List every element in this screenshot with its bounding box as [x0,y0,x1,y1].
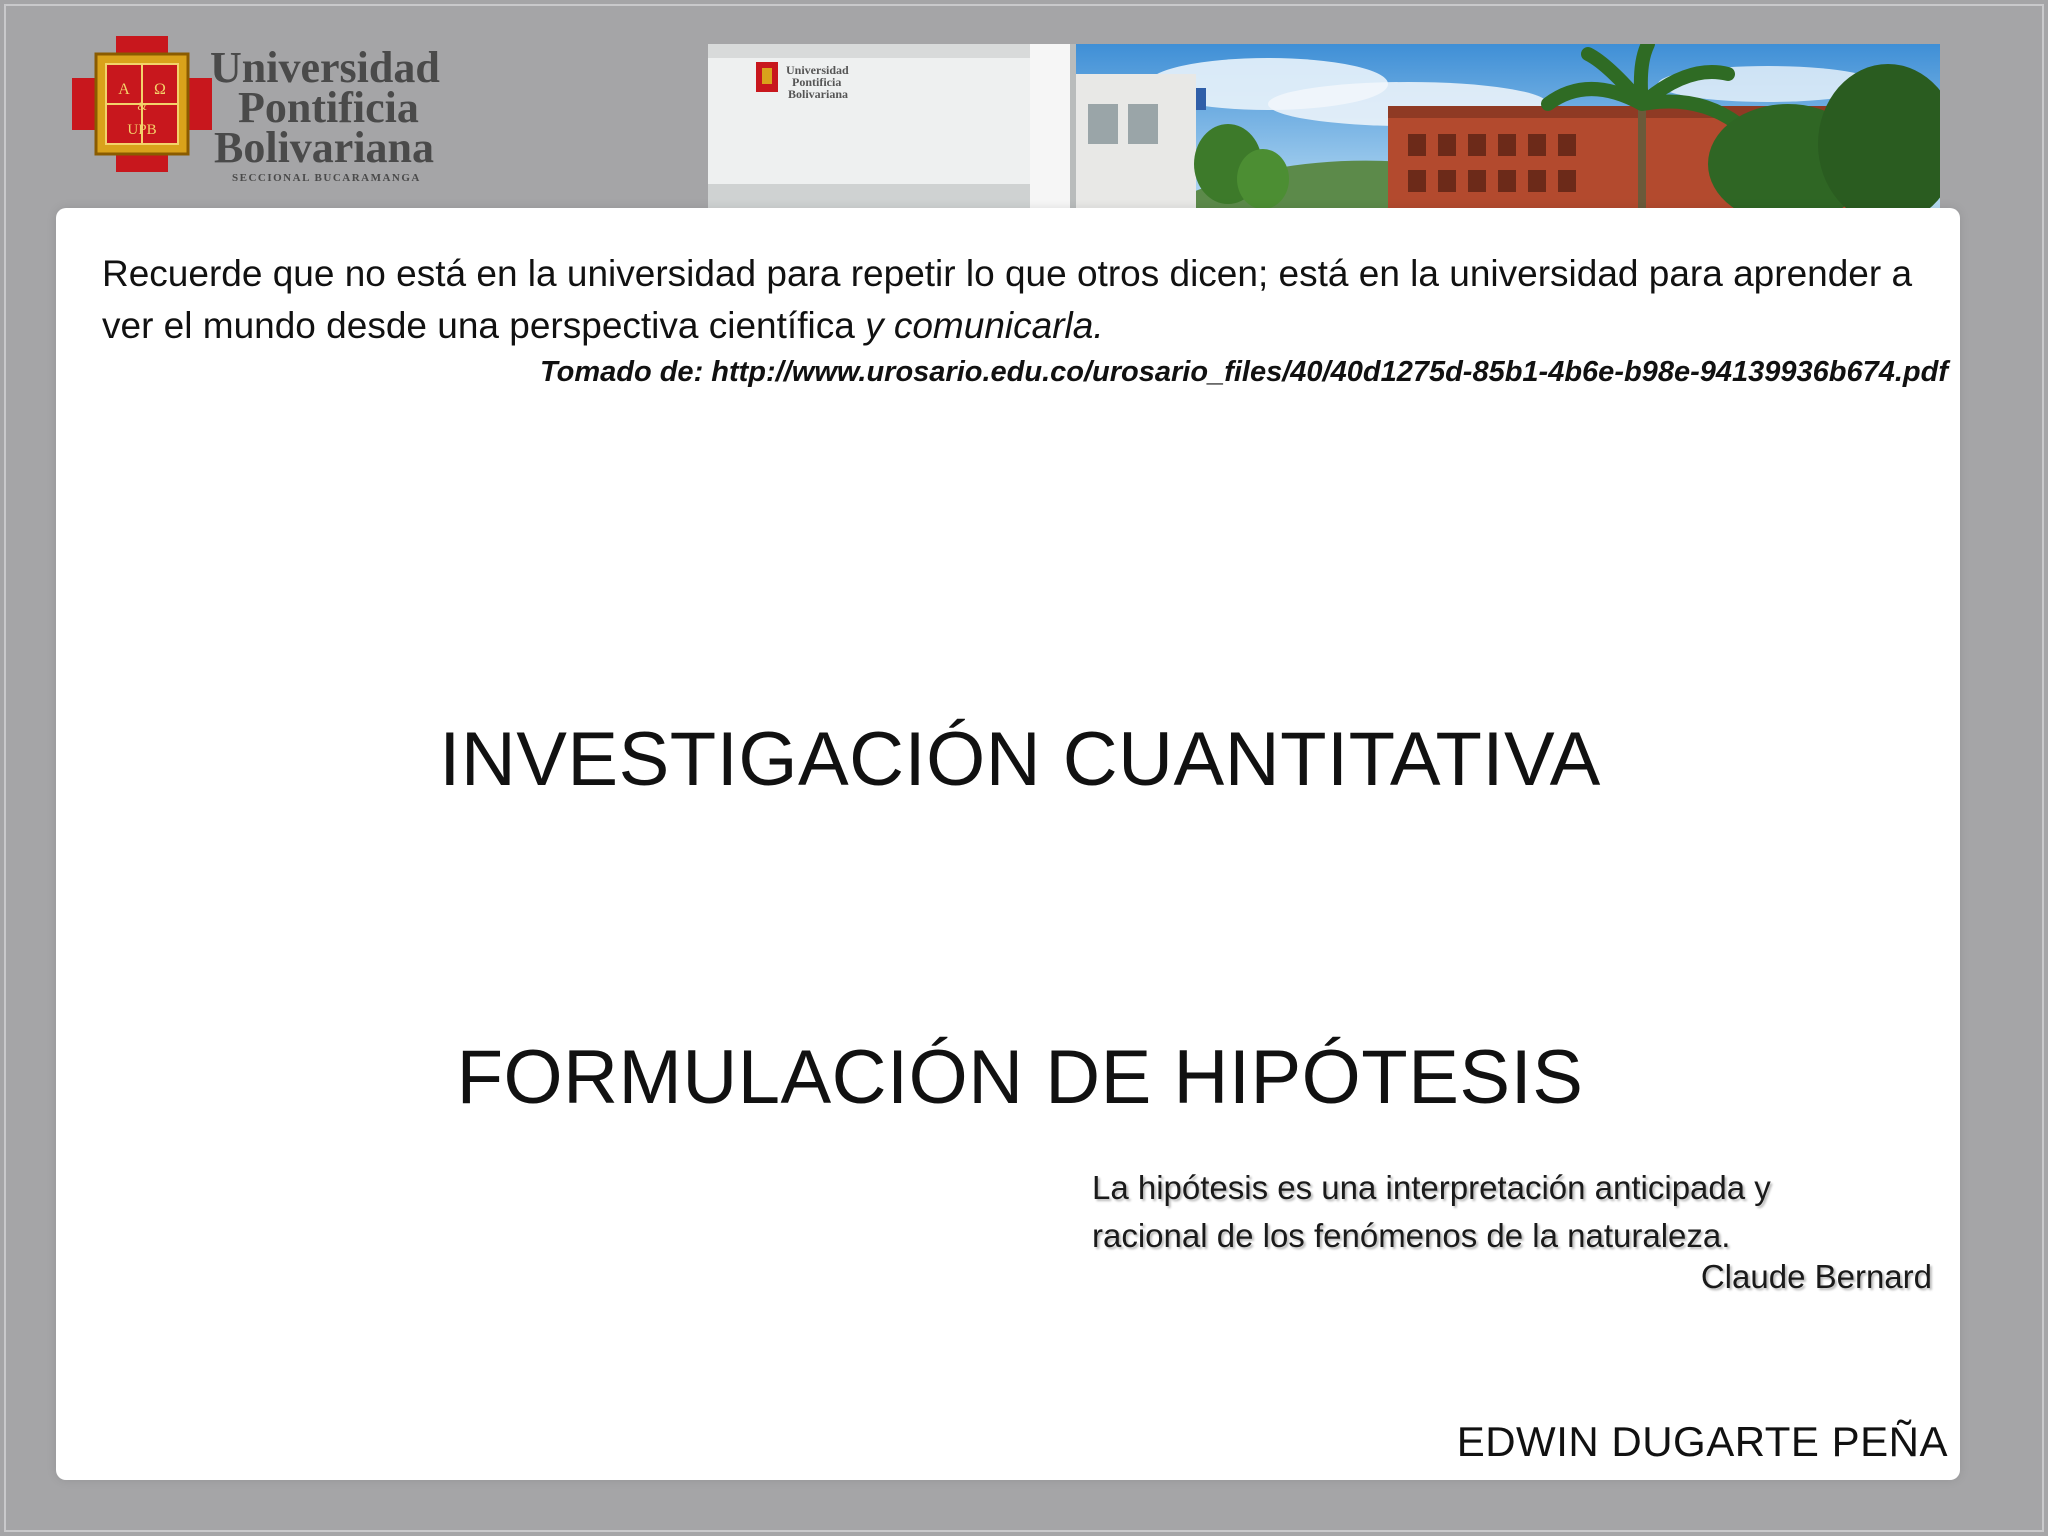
logo-line-pontificia: Pontificia [238,83,419,132]
seal-omega: Ω [154,81,166,98]
quote-source: Tomado de: http://www.urosario.edu.co/urosario_files/40/40d1275d-85b1-4b6e-b98e-94139936b674.pdf [539,356,1948,388]
hypothesis-quote-author: Claude Bernard [1700,1258,1932,1295]
banner-sign-line1: Universidad [786,63,849,77]
seal-ampersand: & [137,99,147,113]
opening-quote-text: Recuerde que no está en la universidad para repetir lo que otros dicen; está en la universidad para aprender a ver el mundo desde una perspectiva científica [102,253,1913,346]
banner-sign-line3: Bolivariana [788,87,849,101]
logo-wordmark [210,43,490,172]
campus-banner-image [708,44,1940,218]
logo-line-universidad: Universidad [210,43,440,92]
slide-title-secondary: FORMULACIÓN DE HIPÓTESIS [456,1035,1584,1120]
content-card [56,208,1960,1480]
campus-photo-illustration [708,44,1940,218]
opening-quote-emphasis: y comunicarla. [865,305,1104,346]
opening-quote [102,248,1962,352]
hypothesis-quote-line2: racional de los fenómenos de la naturaleza. [1092,1217,1731,1254]
slide-title-primary: INVESTIGACIÓN CUANTITATIVA [439,717,1601,802]
banner-sign-line2: Pontificia [792,75,842,89]
hypothesis-quote [1092,1164,1952,1260]
presentation-author: EDWIN DUGARTE PEÑA [1456,1418,1948,1465]
seal-alpha: A [118,81,130,98]
logo-subtitle: SECCIONAL BUCARAMANGA [232,172,421,184]
seal-upb: UPB [127,122,157,138]
logo-line-bolivariana: Bolivariana [214,123,435,172]
hypothesis-quote-line1: La hipótesis es una interpretación anticipada y [1092,1169,1771,1206]
university-seal-icon [72,36,212,172]
